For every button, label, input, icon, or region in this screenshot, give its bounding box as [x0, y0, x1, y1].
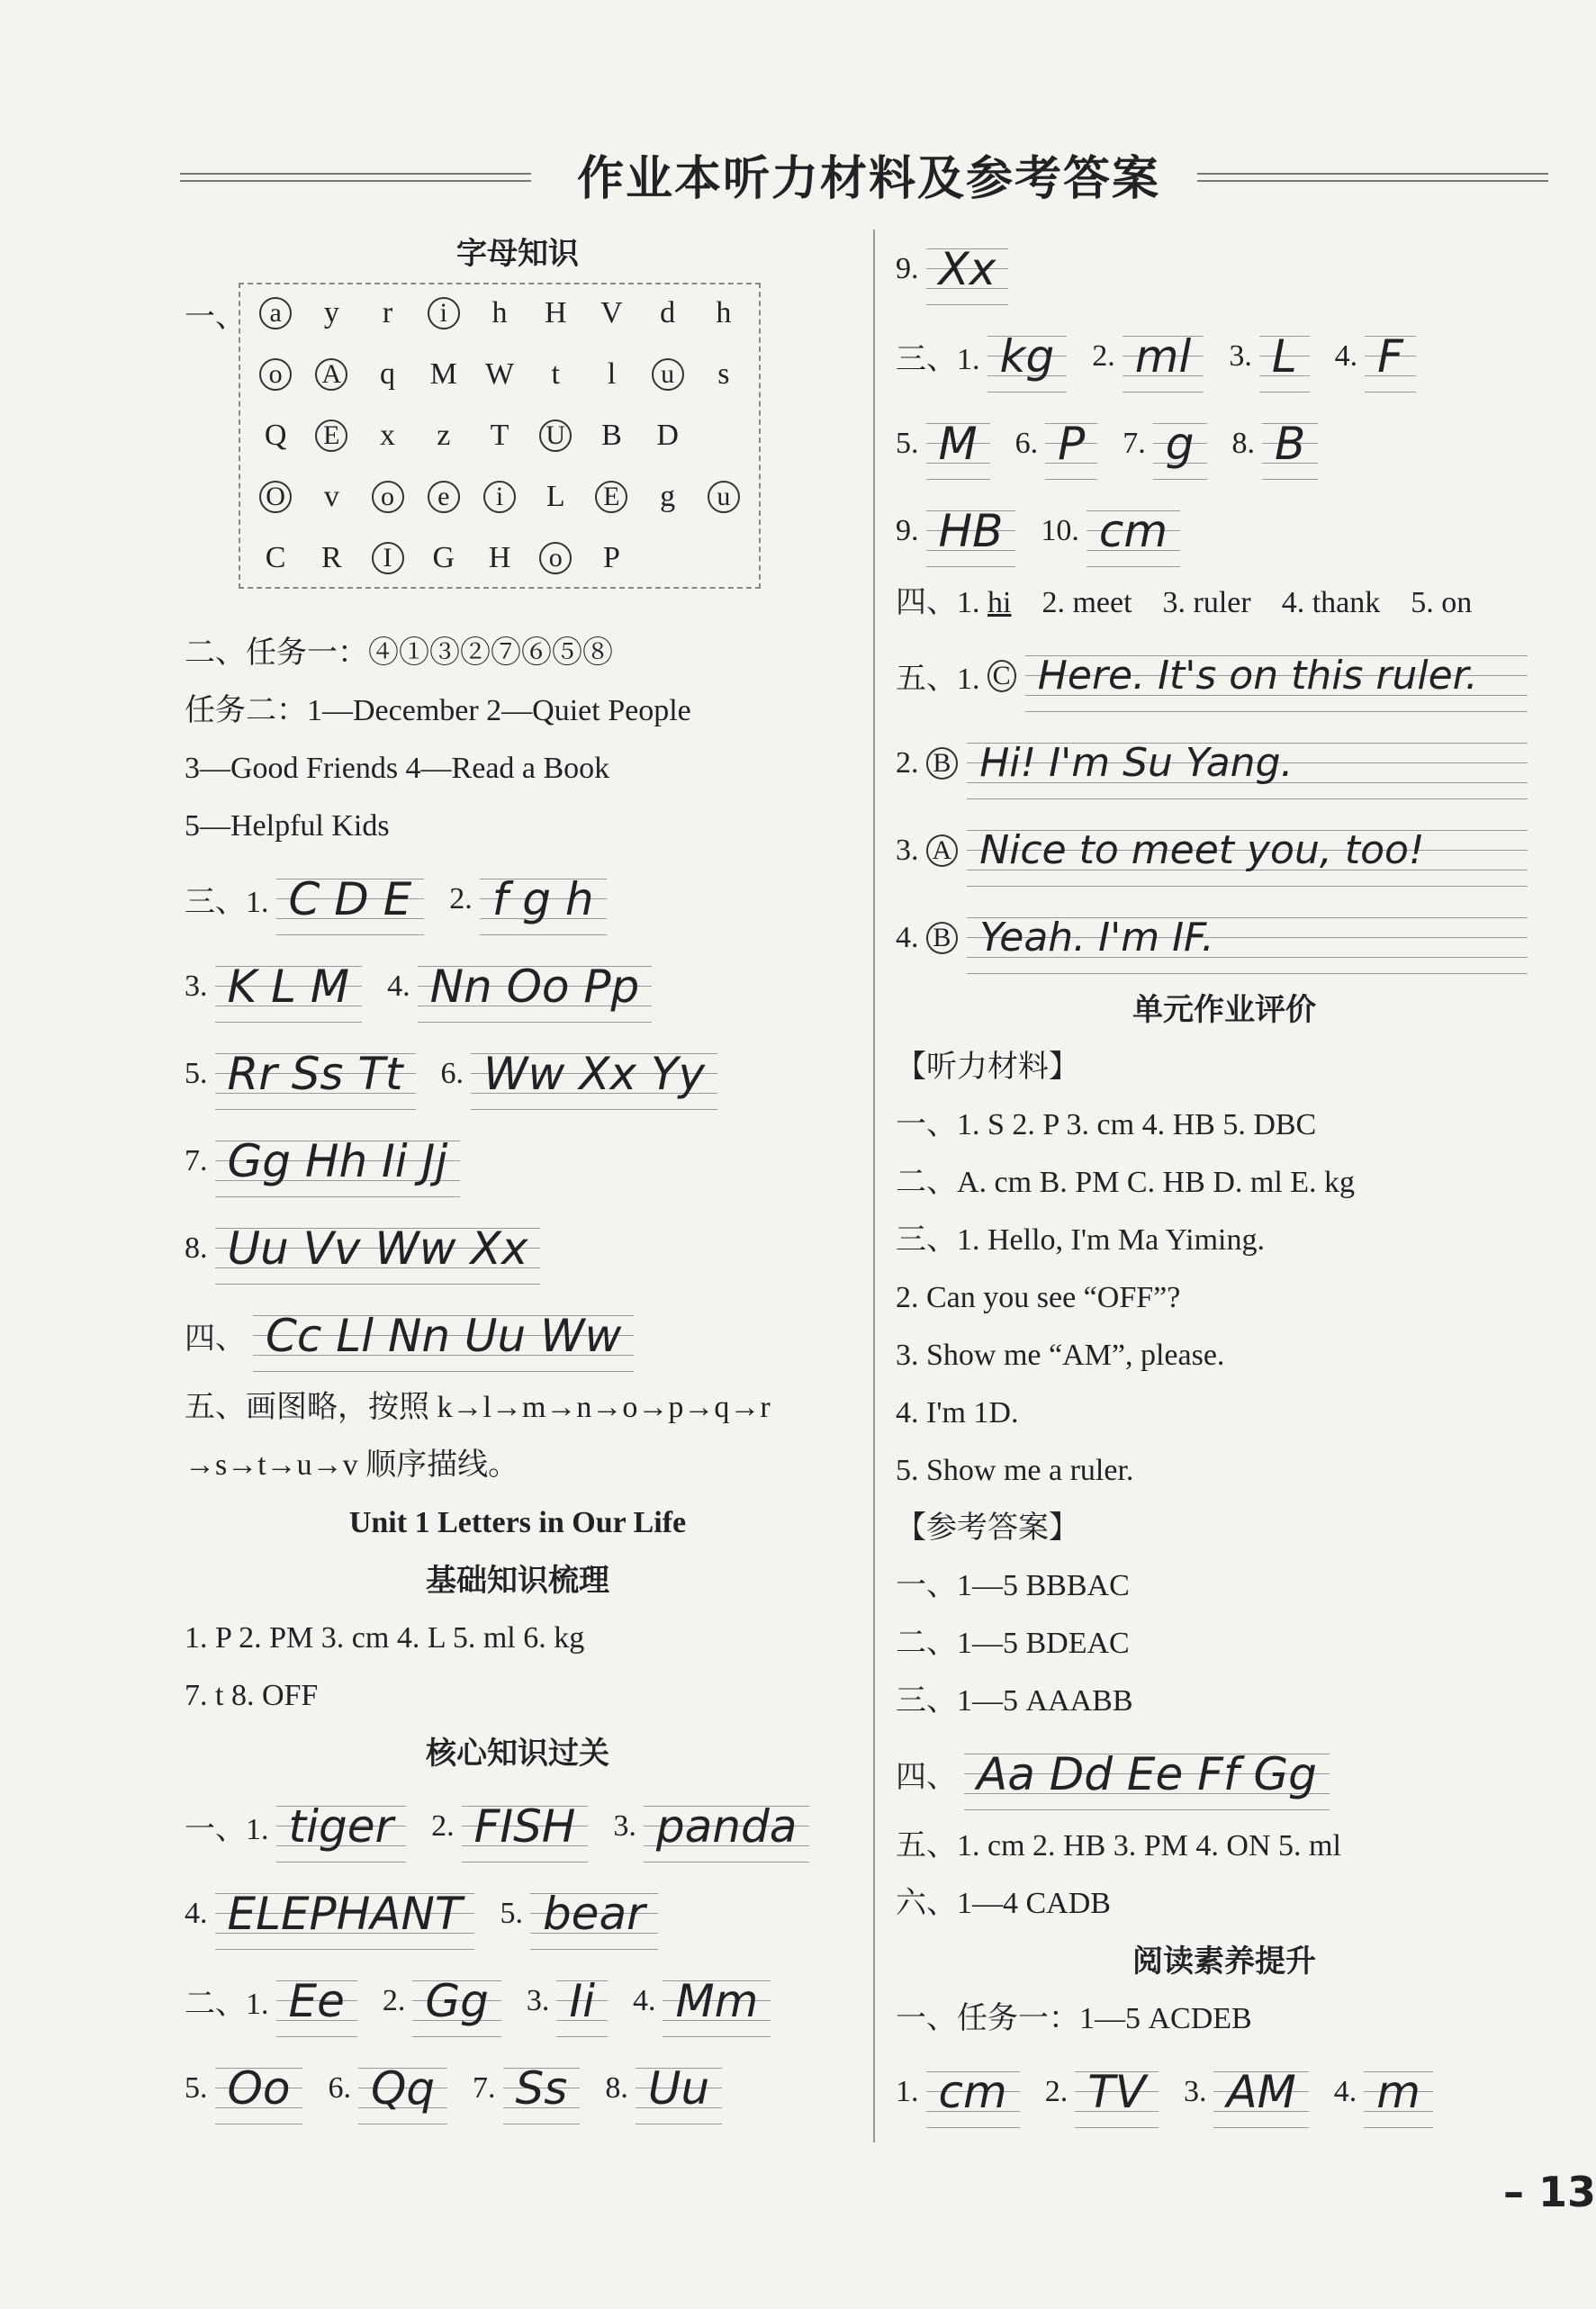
handwritten-answer: P — [1045, 408, 1097, 480]
handwritten-answer: f g h — [480, 863, 607, 935]
grid-letter — [359, 355, 415, 394]
unit-heading: Unit 1 Letters in Our Life — [348, 1506, 687, 1539]
question-number: 6. — [328, 2070, 351, 2105]
answer-line: 三、1. Hello, I'm Ma Yiming. — [896, 1223, 1266, 1257]
handwritten-answer: panda — [644, 1790, 809, 1863]
grid-letter — [248, 477, 303, 517]
letter: s — [717, 357, 730, 391]
title-rule-right — [1197, 173, 1548, 182]
question-number: 3. — [1183, 2074, 1207, 2108]
section-heading-unit-eval: 单元作业评价 — [1132, 992, 1316, 1028]
answer-line: 二、任务一：④①③②⑦⑥⑤⑧ — [185, 636, 613, 670]
grid-letter — [472, 477, 527, 517]
letter: B — [601, 419, 622, 452]
answer-line: 【参考答案】 — [896, 1511, 1079, 1545]
grid-letter — [303, 355, 359, 394]
fill-in-answer: 3. ruler — [1162, 586, 1251, 619]
handwritten-answer: L — [1259, 320, 1310, 392]
grid-letter — [583, 355, 639, 394]
sentence-row — [896, 632, 1553, 719]
circled-letter: o — [259, 358, 292, 391]
answer-line: 【听力材料】 — [896, 1051, 1079, 1084]
handwriting-row — [896, 225, 1553, 312]
answer-line: 三、1—5 AAABB — [896, 1684, 1133, 1718]
sentence-row — [896, 894, 1553, 981]
circled-letter: a — [259, 297, 292, 329]
grid-letter — [472, 416, 527, 455]
q4-line — [896, 574, 1553, 632]
letter: l — [607, 357, 617, 391]
section-heading-reading: 阅读素养提升 — [1132, 1944, 1316, 1980]
grid-letter — [583, 293, 639, 333]
question-number: 2. — [896, 745, 919, 780]
handwritten-answer: HB — [926, 495, 1016, 567]
letter: R — [320, 541, 342, 574]
handwritten-answer: Xx — [926, 233, 1009, 305]
letter: L — [546, 480, 565, 513]
answer-line: 六、1—4 CADB — [896, 1887, 1111, 1920]
grid-letter — [303, 416, 359, 455]
letter: Q — [264, 419, 287, 452]
question-number: 3. — [613, 1808, 636, 1843]
answer-lines — [896, 1039, 1553, 1730]
letter: z — [437, 419, 451, 452]
circled-choice: A — [926, 834, 959, 867]
grid-letter — [303, 538, 359, 578]
handwritten-answer: bear — [530, 1878, 658, 1950]
handwritten-answer: AM — [1213, 2056, 1308, 2128]
handwriting-row — [896, 1730, 1553, 1817]
sentence-row — [896, 807, 1553, 894]
handwriting-row — [185, 1870, 851, 1957]
answer-line: 7. t 8. OFF — [185, 1679, 319, 1712]
question-number: 5. — [500, 1896, 523, 1930]
grid-letter — [359, 416, 415, 455]
question-number: 8. — [605, 2070, 628, 2105]
question-number: 三、1. — [896, 343, 980, 376]
grid-letter — [248, 538, 303, 578]
grid-letter — [248, 293, 303, 333]
grid-letter — [359, 293, 415, 333]
grid-letter — [527, 477, 583, 517]
answer-line: 五、画图略，按照 k→l→m→n→o→p→q→r — [185, 1391, 771, 1424]
handwritten-answer: kg — [987, 320, 1068, 392]
answer-lines — [896, 1817, 1553, 1933]
letter: V — [600, 296, 623, 329]
title-rule-left — [180, 173, 531, 182]
circled-letter: o — [372, 481, 404, 513]
grid-letter — [303, 293, 359, 333]
letter: y — [323, 296, 339, 329]
question-number: 2. — [449, 881, 473, 915]
question-number: 4. — [896, 920, 919, 954]
right-column — [896, 225, 1553, 2135]
question-number: 9. — [896, 513, 919, 547]
answer-line: →s→t→u→v 顺序描线。 — [185, 1448, 519, 1482]
grid-letter — [696, 416, 752, 455]
grid-letter — [640, 416, 696, 455]
circled-letter: u — [652, 358, 684, 391]
page-number: – 13 — [1502, 2168, 1596, 2216]
grid-letter — [696, 538, 752, 578]
circled-letter: O — [259, 481, 292, 513]
handwriting-row — [185, 855, 851, 943]
handwritten-sentence: Nice to meet you, too! — [967, 815, 1528, 887]
grid-letter — [416, 355, 472, 394]
handwriting-row — [185, 943, 851, 1030]
handwritten-answer: Uu — [636, 2052, 722, 2124]
handwritten-answer: ml — [1123, 320, 1204, 392]
grid-letter — [527, 416, 583, 455]
handwritten-answer: Cc Ll Nn Uu Ww — [253, 1300, 634, 1372]
grid-letter — [359, 538, 415, 578]
handwriting-row — [185, 2044, 851, 2132]
grid-letter — [303, 477, 359, 517]
letter-grid-question — [185, 283, 851, 625]
handwriting-row — [896, 400, 1553, 487]
circled-letter: E — [595, 481, 627, 513]
grid-letter — [416, 477, 472, 517]
grid-letter — [696, 355, 752, 394]
handwriting-answers — [185, 1782, 851, 2132]
letter-grid — [239, 283, 761, 589]
circled-choice: C — [987, 660, 1016, 692]
question-number: 2. — [1044, 2074, 1069, 2108]
grid-letter — [248, 416, 303, 455]
circled-letter: o — [539, 542, 572, 574]
question-number: 3. — [185, 969, 208, 1003]
grid-letter — [583, 416, 639, 455]
answer-line: 4. I'm 1D. — [896, 1396, 1019, 1430]
letter: r — [382, 296, 393, 329]
handwriting-answers — [896, 2048, 1553, 2135]
left-column — [185, 225, 851, 2132]
question-number: 6. — [1014, 426, 1039, 460]
question-number: 9. — [896, 251, 919, 285]
handwritten-answer: cm — [1087, 495, 1180, 567]
section-heading-basics: 基础知识梳理 — [426, 1563, 609, 1599]
circled-letter: I — [372, 542, 404, 574]
handwriting-row — [896, 2048, 1553, 2135]
question-label: 四、1. — [896, 586, 980, 619]
grid-letter — [640, 538, 696, 578]
handwritten-answer: C D E — [276, 863, 425, 935]
handwritten-answer: Ss — [503, 2052, 581, 2124]
section-heading-core: 核心知识过关 — [426, 1736, 609, 1772]
handwritten-answer: Oo — [215, 2052, 303, 2124]
question-number: 1. — [896, 2074, 919, 2108]
grid-letter — [359, 477, 415, 517]
question-number: 4. — [1334, 338, 1358, 373]
letter: g — [660, 480, 676, 513]
handwritten-answer: K L M — [215, 951, 363, 1023]
grid-letter — [248, 355, 303, 394]
question-number: 7. — [473, 2070, 496, 2105]
handwritten-sentence: Hi! I'm Su Yang. — [967, 727, 1528, 799]
answer-line: 一、1. S 2. P 3. cm 4. HB 5. DBC — [896, 1108, 1317, 1141]
answer-line: 五、1. cm 2. HB 3. PM 4. ON 5. ml — [896, 1829, 1341, 1863]
handwriting-row — [185, 1204, 851, 1292]
handwriting-row — [185, 1957, 851, 2044]
handwritten-answer: Uu Vv Ww Xx — [215, 1213, 541, 1285]
grid-letter — [472, 293, 527, 333]
fill-in-answer: 4. thank — [1281, 586, 1381, 619]
handwriting-row — [185, 1030, 851, 1117]
handwritten-answer: Mm — [663, 1965, 771, 2037]
answer-line: 3—Good Friends 4—Read a Book — [185, 752, 610, 785]
letter: G — [432, 541, 455, 574]
letter: W — [484, 357, 515, 391]
handwritten-answer: cm — [926, 2056, 1020, 2128]
handwritten-sentence: Yeah. I'm IF. — [967, 902, 1528, 974]
grid-letter — [696, 293, 752, 333]
answer-line: 任务二：1—December 2—Quiet People — [185, 694, 691, 727]
handwriting-row — [185, 1782, 851, 1870]
handwritten-answer: Ii — [556, 1965, 608, 2037]
letter: H — [544, 296, 567, 329]
answer-line: 3. Show me “AM”, please. — [896, 1339, 1225, 1372]
answer-line: 一、1—5 BBBAC — [896, 1569, 1130, 1602]
letter: d — [660, 296, 676, 329]
letter: t — [551, 357, 560, 391]
handwritten-answer: TV — [1075, 2056, 1159, 2128]
circled-letter: e — [428, 481, 460, 513]
fill-in-answer: 2. meet — [1041, 586, 1132, 619]
circled-letter: i — [483, 481, 516, 513]
answer-line: 5. Show me a ruler. — [896, 1454, 1134, 1487]
handwritten-answer: ELEPHANT — [215, 1878, 475, 1950]
letter: h — [491, 296, 508, 329]
question-number: 五、1. — [896, 663, 980, 696]
grid-letter — [527, 293, 583, 333]
page-title: 作业本听力材料及参考答案 — [576, 152, 1160, 206]
answer-line: 2. Can you see “OFF”? — [896, 1281, 1181, 1314]
grid-letter — [583, 477, 639, 517]
question-number: 三、1. — [185, 886, 269, 919]
letter: x — [380, 419, 396, 452]
fill-in-answer: hi — [987, 586, 1012, 619]
handwritten-sentence: Here. It's on this ruler. — [1025, 640, 1528, 712]
handwritten-answer: Rr Ss Tt — [215, 1038, 416, 1110]
circled-letter: U — [539, 419, 572, 452]
grid-letter — [472, 355, 527, 394]
question-number: 6. — [440, 1056, 464, 1090]
handwritten-answer: F — [1365, 320, 1416, 392]
grid-letter — [640, 477, 696, 517]
handwritten-answer: tiger — [276, 1790, 407, 1863]
fill-in-answer: 5. on — [1411, 586, 1473, 619]
handwritten-answer: Nn Oo Pp — [418, 951, 653, 1023]
answer-line: 1. P 2. PM 3. cm 4. L 5. ml 6. kg — [185, 1621, 585, 1655]
handwritten-answer: M — [926, 408, 990, 480]
handwriting-row — [185, 1292, 851, 1379]
letter: H — [488, 541, 511, 574]
handwritten-answer: g — [1153, 408, 1207, 480]
question-number: 2. — [382, 1983, 406, 2017]
circled-choice: B — [926, 747, 959, 780]
question-label: 一、 — [185, 301, 246, 334]
question-number: 4. — [1333, 2074, 1357, 2108]
letter: D — [656, 419, 679, 452]
question-number: 3. — [526, 1983, 550, 2017]
question-number: 2. — [431, 1808, 455, 1843]
question-number: 2. — [1092, 338, 1115, 373]
letter: v — [323, 480, 339, 513]
column-divider — [873, 230, 875, 2142]
grid-letter — [527, 355, 583, 394]
circled-letter: A — [315, 358, 347, 391]
question-number: 一、1. — [185, 1813, 269, 1846]
grid-letter — [583, 538, 639, 578]
question-number: 7. — [1123, 426, 1146, 460]
answer-line: 二、1—5 BDEAC — [896, 1627, 1130, 1660]
letter: h — [716, 296, 732, 329]
grid-letter — [416, 538, 472, 578]
handwritten-answer: FISH — [462, 1790, 589, 1863]
handwritten-answer: Aa Dd Ee Ff Gg — [964, 1738, 1330, 1810]
title-row — [180, 135, 1548, 207]
grid-letter — [527, 538, 583, 578]
handwriting-answers — [896, 225, 1553, 574]
question-number: 10. — [1041, 513, 1079, 547]
answer-line: 二、A. cm B. PM C. HB D. ml E. kg — [896, 1166, 1356, 1199]
answer-line: 5—Helpful Kids — [185, 809, 390, 843]
question-number: 4. — [185, 1896, 208, 1930]
grid-letter — [472, 538, 527, 578]
letter: M — [429, 357, 457, 391]
question-number: 四、 — [185, 1322, 246, 1356]
question-number: 4. — [387, 969, 410, 1003]
grid-letter — [640, 293, 696, 333]
letter: q — [380, 357, 396, 391]
grid-letter — [640, 355, 696, 394]
answer-line: 一、任务一：1—5 ACDEB — [896, 2002, 1252, 2035]
circled-letter: u — [708, 481, 740, 513]
handwriting-row — [896, 487, 1553, 574]
handwritten-answer: m — [1364, 2056, 1433, 2128]
handwriting-row — [185, 1117, 851, 1204]
letter: C — [265, 541, 286, 574]
handwritten-answer: Ww Xx Yy — [471, 1038, 717, 1110]
question-number: 5. — [185, 2070, 208, 2105]
circled-choice: B — [926, 922, 959, 954]
question-number: 8. — [1231, 426, 1256, 460]
handwriting-row — [896, 312, 1553, 400]
handwritten-answer: Gg — [412, 1965, 500, 2037]
question-number: 7. — [185, 1143, 208, 1177]
section-heading-letters: 字母知识 — [456, 236, 579, 272]
question-number: 5. — [185, 1056, 208, 1090]
circled-letter: E — [315, 419, 347, 452]
handwritten-answer: Ee — [276, 1965, 357, 2037]
handwriting-answers — [185, 855, 851, 1379]
letter: P — [602, 541, 620, 574]
question-number: 8. — [185, 1231, 208, 1265]
question-label: 四、 — [896, 1761, 957, 1794]
handwritten-answer: Qq — [358, 2052, 447, 2124]
sentence-row — [896, 719, 1553, 807]
sentence-answers — [896, 632, 1553, 981]
grid-letter — [696, 477, 752, 517]
question-number: 3. — [896, 833, 919, 867]
question-number: 3. — [1229, 338, 1252, 373]
circled-letter: i — [428, 297, 460, 329]
handwritten-answer: Gg Hh Ii Jj — [215, 1125, 461, 1197]
letter: T — [490, 419, 509, 452]
question-number: 5. — [896, 426, 919, 460]
handwritten-answer: B — [1262, 408, 1318, 480]
question-number: 二、1. — [185, 1988, 269, 2021]
grid-letter — [416, 293, 472, 333]
grid-letter — [416, 416, 472, 455]
question-number: 4. — [632, 1983, 656, 2017]
